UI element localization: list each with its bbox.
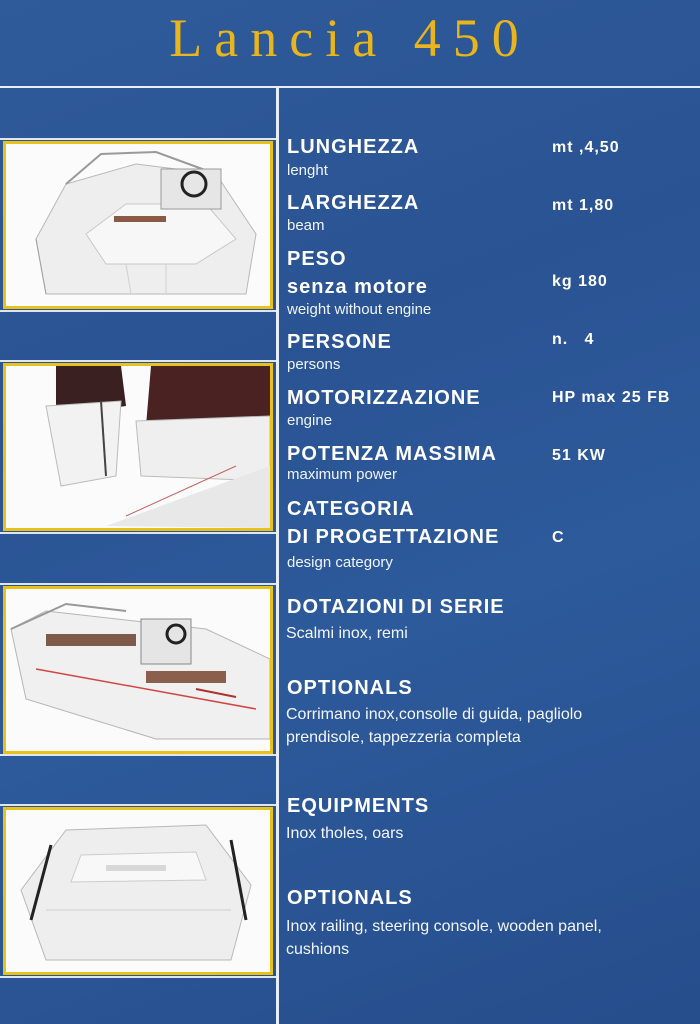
section-text-optionals-en-1: Inox railing, steering console, wooden panel, — [286, 918, 602, 935]
spec-label-weight-2: senza motore — [287, 276, 428, 298]
spec-value-category: C — [552, 529, 565, 546]
spec-sub-persons: persons — [287, 356, 341, 373]
section-title-dotazioni: DOTAZIONI DI SERIE — [287, 596, 505, 618]
spec-label-power: POTENZA MASSIMA — [287, 443, 497, 465]
boat-photo-rear — [3, 807, 273, 975]
left-rule — [0, 310, 276, 312]
spec-value-length: mt ,4,50 — [552, 139, 620, 156]
column-divider — [276, 88, 279, 1024]
spec-label-beam: LARGHEZZA — [287, 192, 420, 214]
spec-label-weight: PESO — [287, 248, 347, 270]
section-title-optionals-it: OPTIONALS — [287, 677, 413, 699]
section-text-optionals-en-2: cushions — [286, 941, 350, 958]
section-text-dotazioni: Scalmi inox, remi — [286, 625, 408, 642]
spec-sub-power: maximum power — [287, 466, 398, 483]
boat-photo-seats — [3, 363, 273, 531]
boat-photo-side — [3, 586, 273, 754]
left-rule — [0, 804, 276, 806]
left-rule — [0, 532, 276, 534]
page-title: Lancia 450 — [169, 8, 531, 68]
spec-value-power: 51 KW — [552, 447, 606, 464]
spec-sub-category: design category — [287, 554, 393, 571]
spec-label-engine: MOTORIZZAZIONE — [287, 387, 481, 409]
left-rule — [0, 360, 276, 362]
left-rule — [0, 583, 276, 585]
spec-sub-beam: beam — [287, 217, 325, 234]
spec-label-length: LUNGHEZZA — [287, 136, 420, 158]
spec-label-category-2: DI PROGETTAZIONE — [287, 526, 500, 548]
header-bar — [0, 0, 700, 88]
spec-sub-engine: engine — [287, 412, 333, 429]
spec-value-beam: mt 1,80 — [552, 197, 615, 214]
section-title-equipments: EQUIPMENTS — [287, 795, 430, 817]
left-rule — [0, 754, 276, 756]
spec-sub-length: lenght — [287, 162, 328, 179]
section-text-equipments: Inox tholes, oars — [286, 825, 404, 842]
spec-value-engine: HP max 25 FB — [552, 389, 671, 406]
section-text-optionals-it-1: Corrimano inox,consolle di guida, pagliolo — [286, 706, 583, 723]
spec-value-weight: kg 180 — [552, 273, 608, 290]
section-title-optionals-en: OPTIONALS — [287, 887, 413, 909]
left-rule — [0, 976, 276, 978]
spec-value-persons: n. 4 — [552, 331, 595, 348]
spec-label-persons: PERSONE — [287, 331, 392, 353]
spec-label-category: CATEGORIA — [287, 498, 415, 520]
spec-sub-weight: weight without engine — [287, 301, 432, 318]
boat-photo-console — [3, 141, 273, 309]
left-rule — [0, 138, 276, 140]
section-text-optionals-it-2: prendisole, tappezzeria completa — [286, 729, 521, 746]
